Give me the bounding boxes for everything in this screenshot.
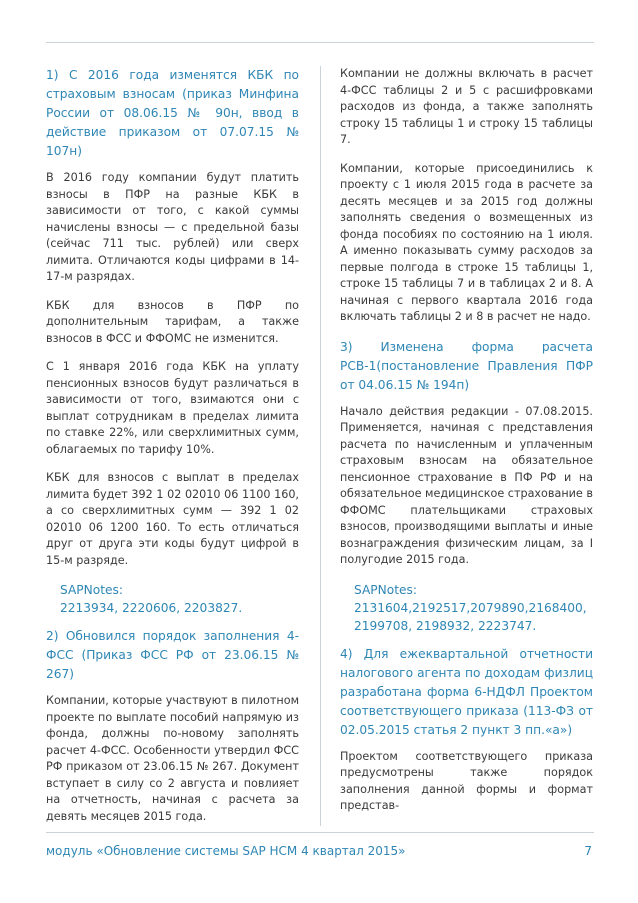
paragraph: Компании не должны включать в расчет 4-ФСС таблицы 2 и 5 с расшифровками расходов из фонда, а также заполнять строку 15 таблицы 1 и строку 15 таблицы 7. xyxy=(340,67,593,146)
sap-notes-values: 2213934, 2220606, 2203827. xyxy=(60,601,243,615)
section-3-heading: 3) Изменена форма расчета РСВ-1(постановление Правления ПФР от 04.06.15 № 194п) xyxy=(340,339,593,392)
paragraph: КБК для взносов в ПФР по дополнительным тарифам, а также взносов в ФСС и ФФОМС не изменится. xyxy=(46,298,299,345)
paragraph: В 2016 году компании будут платить взносы в ПФР на разные КБК в зависимости от того, с какой суммы начислены взносы — с предельной базы (сейчас 711 тыс. рублей) или сверх лимита. Отличаются коды цифрами в 14-17-м разрядах. xyxy=(46,171,299,283)
paragraph: Проектом соответствующего приказа предусмотрены также порядок заполнения данной формы и формат представ- xyxy=(340,749,593,812)
paragraph: Компании, которые участвуют в пилотном проекте по выплате пособий напрямую из фонда, должны по-новому заполнять расчет 4-ФСС. Особенности утвердил ФСС РФ приказом от 23.06.15 № 267. Документ вступает в силу со 2 августа и повлияет на отчетность, начиная с расчета за девять месяцев 2015 года. xyxy=(46,694,300,823)
section-4-heading: 4) Для ежеквартальной отчетности налогового агента по доходам физлиц разработана форма 6-НДФЛ Проектом соответствующего приказа (113-ФЗ от 02.05.2015 статья 2 пункт 3 пп.«а») xyxy=(340,646,593,737)
bottom-rule xyxy=(46,832,594,833)
column-divider xyxy=(320,66,321,826)
sap-notes-block xyxy=(60,581,299,617)
footer-title: модуль «Обновление системы SAP HCM 4 квартал 2015» xyxy=(46,844,406,858)
sap-notes-block xyxy=(354,581,593,635)
right-column xyxy=(340,66,593,827)
paragraph: КБК для взносов с выплат в пределах лимита будет 392 1 02 02010 06 1100 160, а со сверхлимитных сумм — 392 1 02 02010 06 1200 160. То есть отличаться друг от друга эти коды будут цифрой в 15-м разряде. xyxy=(46,471,299,567)
sap-notes-label: SAPNotes: xyxy=(354,582,417,597)
sap-notes-label: SAPNotes: xyxy=(60,583,123,597)
left-column xyxy=(46,66,299,837)
top-rule xyxy=(46,42,594,43)
section-1-heading: 1) С 2016 года изменятся КБК по страховым взносам (приказ Минфина России от 08.06.15 № 90н, ввод в действие приказом от 07.07.15 № 107н) xyxy=(46,68,299,158)
sap-notes-values: 2131604,2192517,2079890,2168400, 2199708, 2198932, 2223747. xyxy=(354,600,587,633)
page-number: 7 xyxy=(584,844,592,858)
paragraph: С 1 января 2016 года КБК на уплату пенсионных взносов будут различаться в зависимости от того, взимаются они с выплат сотрудникам в пределах лимита по ставке 22%, или сверхлимитных сумм, облагаемых по тарифу 10%. xyxy=(46,360,299,456)
paragraph: Компании, которые присоединились к проекту с 1 июля 2015 года в расчете за десять месяцев и за 2015 год должны заполнять сведения о возмещенных из фонда пособиях по состоянию на 1 июля. А именно показывать сумму расходов за первые полгода в строке 15 таблицы 1, строке 15 таблицы 7 и в таблицах 2 и 8. А начиная с первого квартала 2016 года включать таблицы 2 и 8 в расчет не надо. xyxy=(340,161,593,323)
paragraph: Начало действия редакции - 07.08.2015. Применяется, начиная с представления расчета по начисленным и уплаченным страховым взносам на обязательное пенсионное страхование в ПФ РФ и на обязательное медицинское страхование в ФФОМС плательщиками страховых взносов, производящими выплаты и иные вознаграждения физическим лицам, за I полугодие 2015 года. xyxy=(340,404,593,566)
section-2-heading: 2) Обновился порядок заполнения 4-ФСС (Приказ ФСС РФ от 23.06.15 № 267) xyxy=(46,629,299,681)
